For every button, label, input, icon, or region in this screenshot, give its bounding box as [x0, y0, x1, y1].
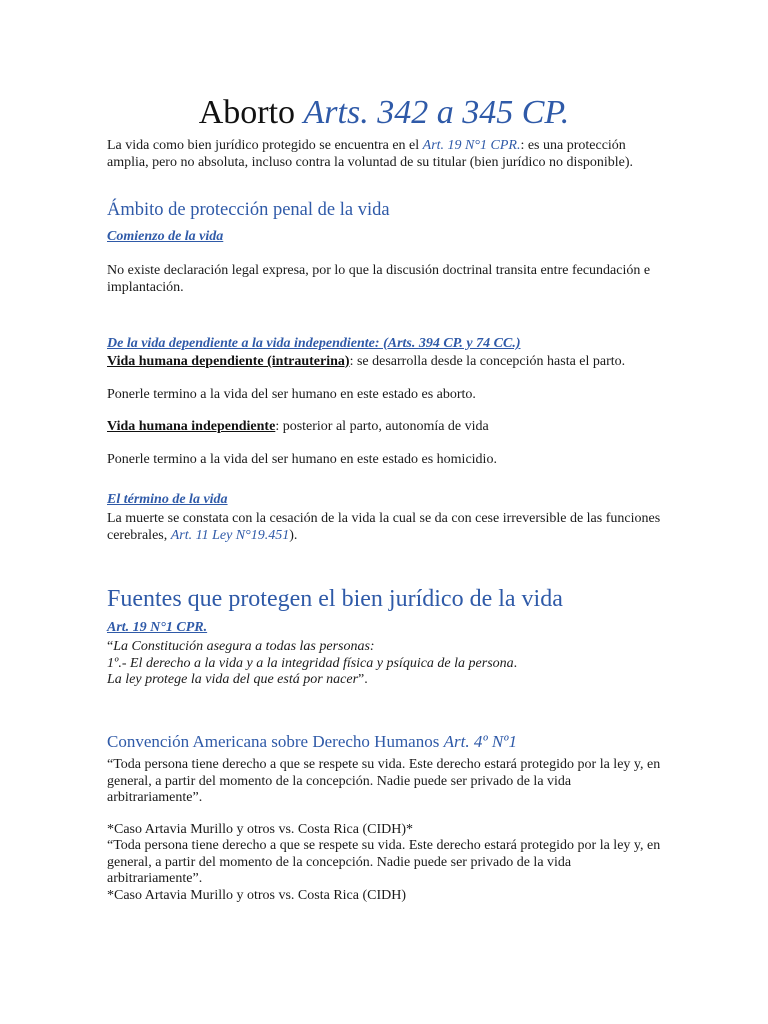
- convencion-quote-2: “Toda persona tiene derecho a que se respete su vida. Este derecho estará protegido por la ley y, en general, a partir del momento de la concepción. Nadie puede ser privado de la vida arbitrariamente”.: [107, 838, 661, 886]
- title-articles: Arts. 342 a 345 CP.: [303, 94, 570, 131]
- intro-paragraph: [107, 138, 667, 171]
- termino-text: La muerte se constata con la cesación de la vida la cual se da con cese irreversible de las funciones cerebrales,: [107, 511, 661, 543]
- subheading-art19: Art. 19 N°1 CPR.: [107, 620, 208, 635]
- intro-citation: Art. 19 N°1 CPR.: [422, 138, 521, 153]
- title-main: Aborto: [198, 94, 296, 131]
- section-heading-ambito: Ámbito de protección penal de la vida: [107, 200, 390, 220]
- subheading-comienzo: Comienzo de la vida: [107, 229, 224, 244]
- art19-quote-open: “: [107, 639, 114, 654]
- page-title: [0, 93, 768, 133]
- convencion-title: Convención Americana sobre Derecho Humanos: [107, 732, 444, 751]
- termino-citation: Art. 11 Ley N°19.451: [170, 527, 290, 543]
- art19-line2-end: .: [513, 655, 518, 671]
- dependiente-term: Vida humana dependiente (intrauterina): [107, 354, 350, 369]
- art19-quote-close: ”.: [358, 672, 368, 687]
- caso-line-2: *Caso Artavia Murillo y otros vs. Costa Rica (CIDH): [107, 888, 407, 903]
- subheading-termino: El término de la vida: [107, 492, 228, 507]
- comienzo-paragraph: No existe declaración legal expresa, por lo que la discusión doctrinal transita entre fecundación e implantación.: [107, 263, 651, 295]
- dependiente-def: : se desarrolla desde la concepción hasta el parto.: [349, 354, 626, 369]
- dependiente-paragraph: [107, 354, 667, 371]
- independiente-term: Vida humana independiente: [107, 419, 276, 434]
- intro-text-1: La vida como bien jurídico protegido se encuentra en el: [107, 138, 423, 153]
- independiente-def: : posterior al parto, autonomía de vida: [275, 419, 489, 434]
- convencion-article: Art. 4º Nº1: [443, 732, 517, 751]
- section-heading-convencion: [107, 731, 667, 752]
- independiente-paragraph: [107, 419, 667, 436]
- homicidio-paragraph: Ponerle termino a la vida del ser humano en este estado es homicidio.: [107, 452, 497, 467]
- art19-line1: La Constitución asegura a todas las personas:: [113, 639, 375, 654]
- termino-end: ).: [289, 527, 298, 543]
- aborto-paragraph: Ponerle termino a la vida del ser humano en este estado es aborto.: [107, 387, 476, 402]
- intro-text-2: : es una protección amplia, pero no absoluta, incluso contra la voluntad de su titular (bien jurídico no disponible).: [107, 138, 634, 170]
- subheading-dependiente: De la vida dependiente a la vida independiente: (Arts. 394 CP. y 74 CC.): [107, 336, 521, 351]
- termino-paragraph: [107, 511, 667, 544]
- convencion-quote-1: “Toda persona tiene derecho a que se respete su vida. Este derecho estará protegido por la ley y, en general, a partir del momento de la concepción. Nadie puede ser privado de la vida arbitrariamente”.: [107, 757, 661, 805]
- art19-quote: [107, 639, 667, 689]
- caso-line-1: *Caso Artavia Murillo y otros vs. Costa Rica (CIDH)*: [107, 822, 414, 837]
- art19-line2: 1º.- El derecho a la vida y a la integridad física y psíquica de la persona: [107, 655, 514, 671]
- section-heading-fuentes: Fuentes que protegen el bien jurídico de la vida: [107, 586, 563, 612]
- art19-line3: La ley protege la vida del que está por nacer: [107, 672, 359, 687]
